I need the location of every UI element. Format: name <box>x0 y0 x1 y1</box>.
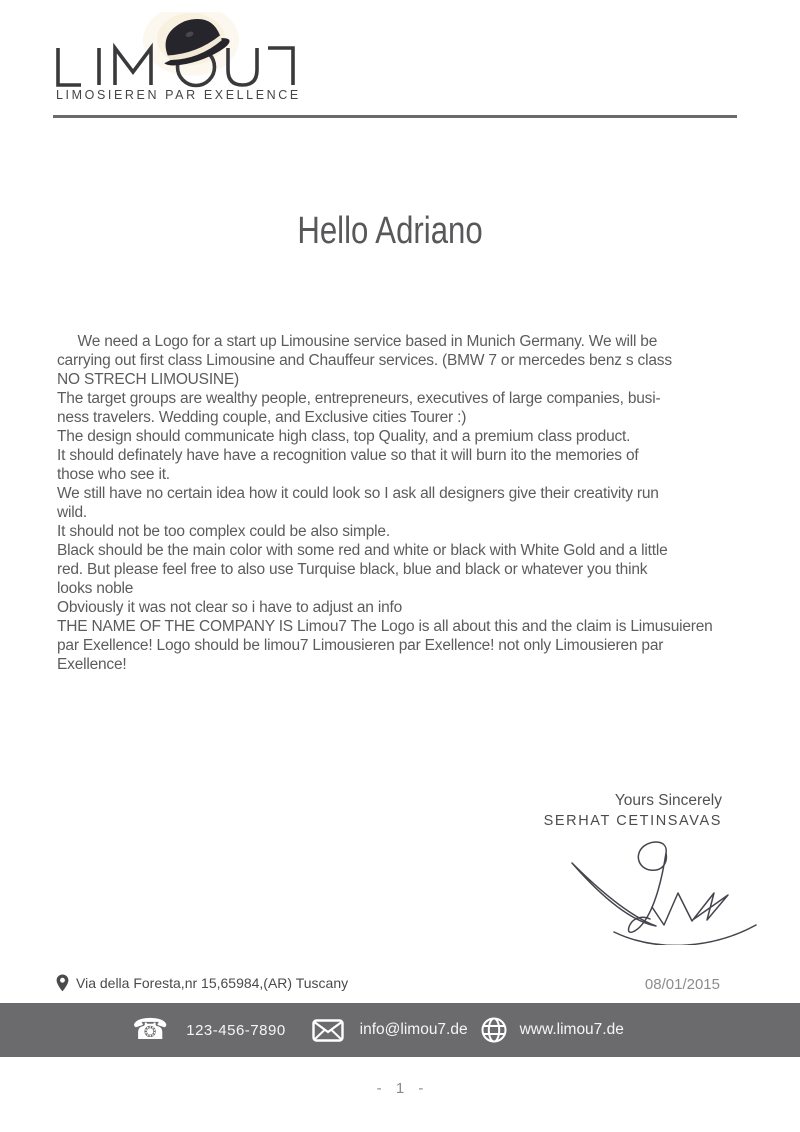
address-row <box>56 974 348 992</box>
letter-body-line: The target groups are wealthy people, entrepreneurs, executives of large companies, busi- <box>57 390 661 407</box>
letter-date: 08/01/2015 <box>644 976 720 993</box>
signoff-block <box>544 791 722 832</box>
letter-body-line: Black should be the main color with some red and white or black with White Gold and a little <box>57 542 668 559</box>
handwritten-signature <box>556 833 770 945</box>
letter-greeting: Hello Adriano <box>297 210 483 252</box>
letter-body-line: We still have no certain idea how it could look so I ask all designers give their creativity run <box>57 485 659 502</box>
phone-icon: ☎ <box>132 1013 169 1046</box>
letter-body-line: NO STRECH LIMOUSINE) <box>57 371 240 388</box>
signatory-name: SERHAT CETINSAVAS <box>543 813 722 829</box>
envelope-icon <box>312 1019 344 1042</box>
closing-text: Yours Sincerely <box>614 792 722 809</box>
website-url: www.limou7.de <box>519 1021 624 1038</box>
letter-body-line: looks noble <box>57 580 134 597</box>
logo-tagline: LIMOSIEREN PAR EXELLENCE <box>56 88 301 102</box>
letter-body-line: We need a Logo for a start up Limousine service based in Munich Germany. We will be <box>57 333 658 350</box>
letter-body-line: carrying out first class Limousine and Chauffeur services. (BMW 7 or mercedes benz s class <box>57 352 672 369</box>
letter-body-line: those who see it. <box>57 466 170 483</box>
footer-contact-bar <box>0 1003 800 1057</box>
letter-body-line: Exellence! <box>57 656 127 673</box>
letter-body-line: The design should communicate high class, top Quality, and a premium class product. <box>57 428 631 445</box>
page-number: - 1 - <box>376 1080 424 1097</box>
letter-body-line: wild. <box>57 504 88 521</box>
letter-body-line: ness travelers. Wedding couple, and Exclusive cities Tourer :) <box>57 409 467 426</box>
letter-body-line: Obviously it was not clear so i have to adjust an info <box>57 599 403 616</box>
phone-number: 123-456-7890 <box>186 1021 286 1039</box>
map-pin-icon <box>56 974 69 992</box>
letter-body-line: THE NAME OF THE COMPANY IS Limou7 The Logo is all about this and the claim is Limusuieren <box>57 618 713 635</box>
letter-body <box>57 332 757 674</box>
company-logo <box>53 12 353 107</box>
globe-icon <box>480 1016 508 1044</box>
letter-body-line: It should not be too complex could be also simple. <box>57 523 390 540</box>
email-address: info@limou7.de <box>359 1021 468 1038</box>
letter-body-line: red. But please feel free to also use Turquise black, blue and black or whatever you think <box>57 561 648 578</box>
letter-body-line: It should definately have have a recognition value so that it will burn ito the memories of <box>57 447 639 464</box>
letter-body-line: par Exellence! Logo should be limou7 Limousieren par Exellence! not only Limousieren par <box>57 637 664 654</box>
header-divider <box>53 115 737 118</box>
address-text: Via della Foresta,nr 15,65984,(AR) Tuscany <box>76 975 349 991</box>
